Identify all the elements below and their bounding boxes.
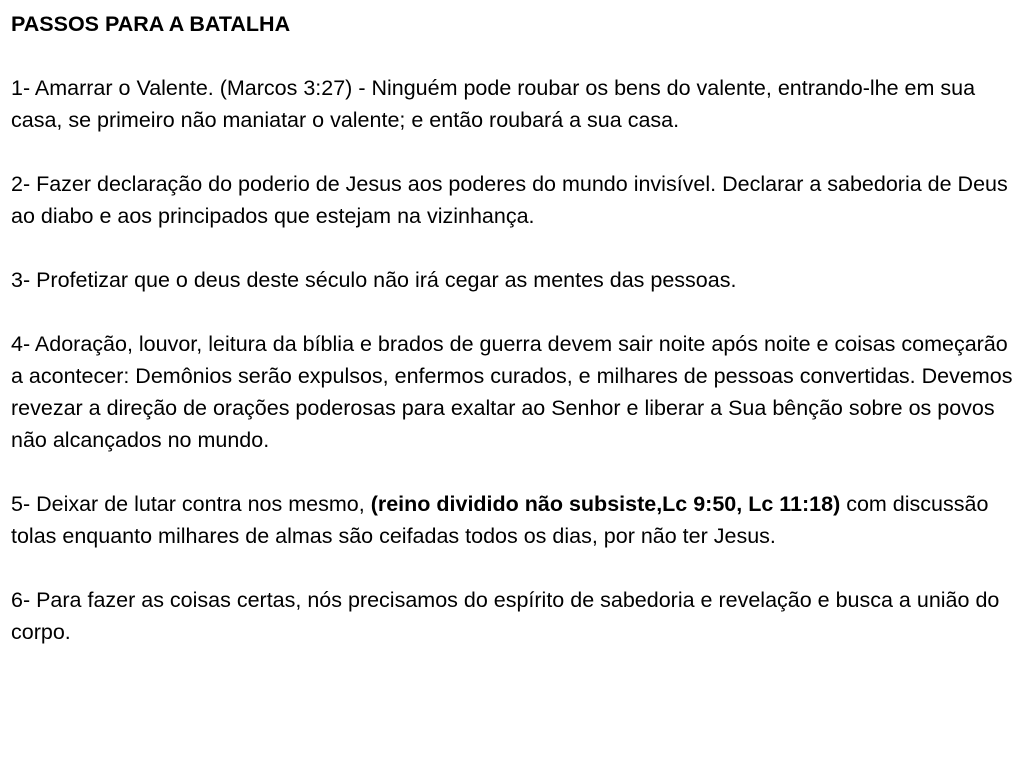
slide-title: PASSOS PARA A BATALHA xyxy=(11,12,291,36)
slide-content xyxy=(11,8,1015,648)
step-6-paragraph: 6- Para fazer as coisas certas, nós precisamos do espírito de sabedoria e revelação e busca a união do corpo. xyxy=(11,588,1000,644)
step-5-text-after: com discussão tolas enquanto milhares de almas são ceifadas todos os dias, por não ter Jesus. xyxy=(11,492,989,548)
step-5-text-before: 5- Deixar de lutar contra nos mesmo, xyxy=(11,492,371,516)
step-3-paragraph: 3- Profetizar que o deus deste século não irá cegar as mentes das pessoas. xyxy=(11,268,737,292)
step-5-bold-reference: (reino dividido não subsiste,Lc 9:50, Lc 11:18) xyxy=(370,492,841,516)
step-1-paragraph: 1- Amarrar o Valente. (Marcos 3:27) - Ninguém pode roubar os bens do valente, entrando-lhe em sua casa, se primeiro não maniatar o valente; e então roubará a sua casa. xyxy=(11,76,976,132)
step-4-paragraph: 4- Adoração, louvor, leitura da bíblia e brados de guerra devem sair noite após noite e coisas começarão a acontecer: Demônios serão expulsos, enfermos curados, e milhares de pessoas convertidas. Devemos revezar a direção de orações poderosas para exaltar ao Senhor e liberar a Sua bênção sobre os povos não alcançados no mundo. xyxy=(11,332,1013,452)
step-2-paragraph: 2- Fazer declaração do poderio de Jesus aos poderes do mundo invisível. Declarar a sabedoria de Deus ao diabo e aos principados que estejam na vizinhança. xyxy=(11,172,1008,228)
step-5-paragraph xyxy=(11,488,1015,552)
